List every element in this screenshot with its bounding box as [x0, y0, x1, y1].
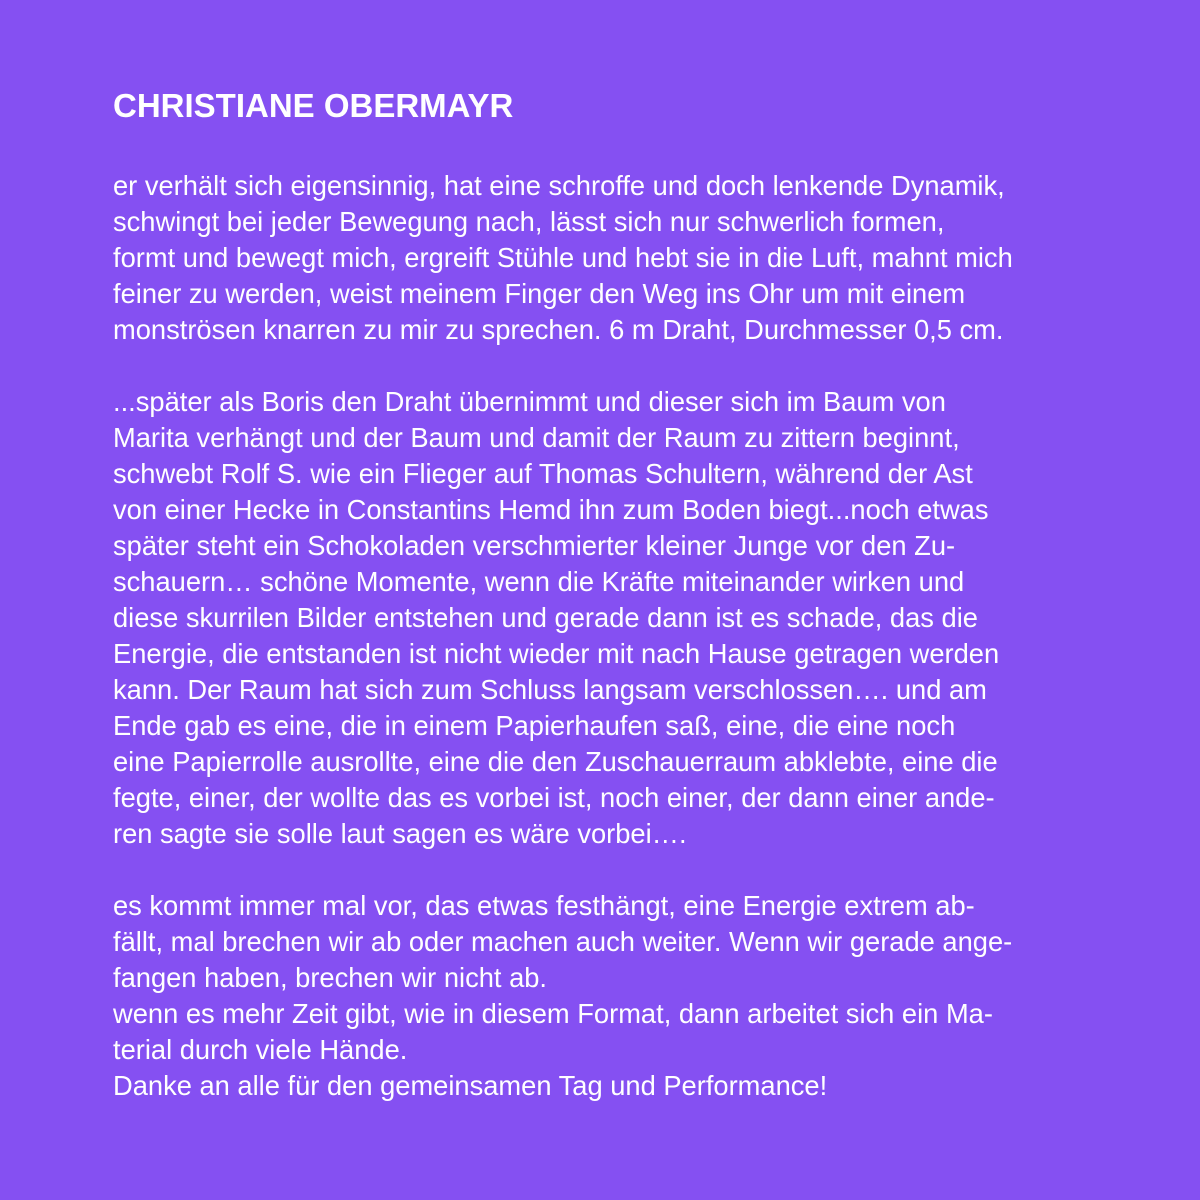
text-line: feiner zu werden, weist meinem Finger den Weg ins Ohr um mit einem: [113, 278, 966, 309]
text-line: er verhält sich eigensinnig, hat eine schroffe und doch lenkende Dynamik,: [113, 170, 1005, 201]
text-line: eine Papierrolle ausrollte, eine die den Zuschauerraum abklebte, eine die: [113, 746, 998, 777]
text-line: fällt, mal brechen wir ab oder machen auch weiter. Wenn wir gerade ange-: [113, 926, 1013, 957]
text-line: kann. Der Raum hat sich zum Schluss langsam verschlossen…. und am: [113, 674, 987, 705]
text-line: formt und bewegt mich, ergreift Stühle und hebt sie in die Luft, mahnt mich: [113, 242, 1013, 273]
text-line: Energie, die entstanden ist nicht wieder mit nach Hause getragen werden: [113, 638, 1000, 669]
text-line: monströsen knarren zu mir zu sprechen. 6 m Draht, Durchmesser 0,5 cm.: [113, 314, 1004, 345]
text-line: von einer Hecke in Constantins Hemd ihn zum Boden biegt...noch etwas: [113, 494, 989, 525]
text-line: Danke an alle für den gemeinsamen Tag und Performance!: [113, 1070, 828, 1101]
text-line: schwingt bei jeder Bewegung nach, lässt sich nur schwerlich formen,: [113, 206, 945, 237]
text-line: fangen haben, brechen wir nicht ab.: [113, 962, 548, 993]
paragraph-3: [113, 888, 1163, 1104]
text-line: fegte, einer, der wollte das es vorbei ist, noch einer, der dann einer ande-: [113, 782, 995, 813]
text-line: ren sagte sie solle laut sagen es wäre vorbei….: [113, 818, 687, 849]
body-text: [113, 168, 1163, 1140]
paragraph-2: [113, 384, 1163, 852]
text-line: Ende gab es eine, die in einem Papierhaufen saß, eine, die eine noch: [113, 710, 956, 741]
text-line: ...später als Boris den Draht übernimmt und dieser sich im Baum von: [113, 386, 946, 417]
paragraph-1: [113, 168, 1163, 348]
text-line: schauern… schöne Momente, wenn die Kräfte miteinander wirken und: [113, 566, 965, 597]
text-line: terial durch viele Hände.: [113, 1034, 408, 1065]
text-line: schwebt Rolf S. wie ein Flieger auf Thomas Schultern, während der Ast: [113, 458, 973, 489]
text-line: wenn es mehr Zeit gibt, wie in diesem Format, dann arbeitet sich ein Ma-: [113, 998, 993, 1029]
text-line: diese skurrilen Bilder entstehen und gerade dann ist es schade, das die: [113, 602, 978, 633]
text-line: Marita verhängt und der Baum und damit der Raum zu zittern beginnt,: [113, 422, 960, 453]
page-title: CHRISTIANE OBERMAYR: [113, 87, 514, 124]
text-line: später steht ein Schokoladen verschmierter kleiner Junge vor den Zu-: [113, 530, 956, 561]
text-line: es kommt immer mal vor, das etwas festhängt, eine Energie extrem ab-: [113, 890, 975, 921]
